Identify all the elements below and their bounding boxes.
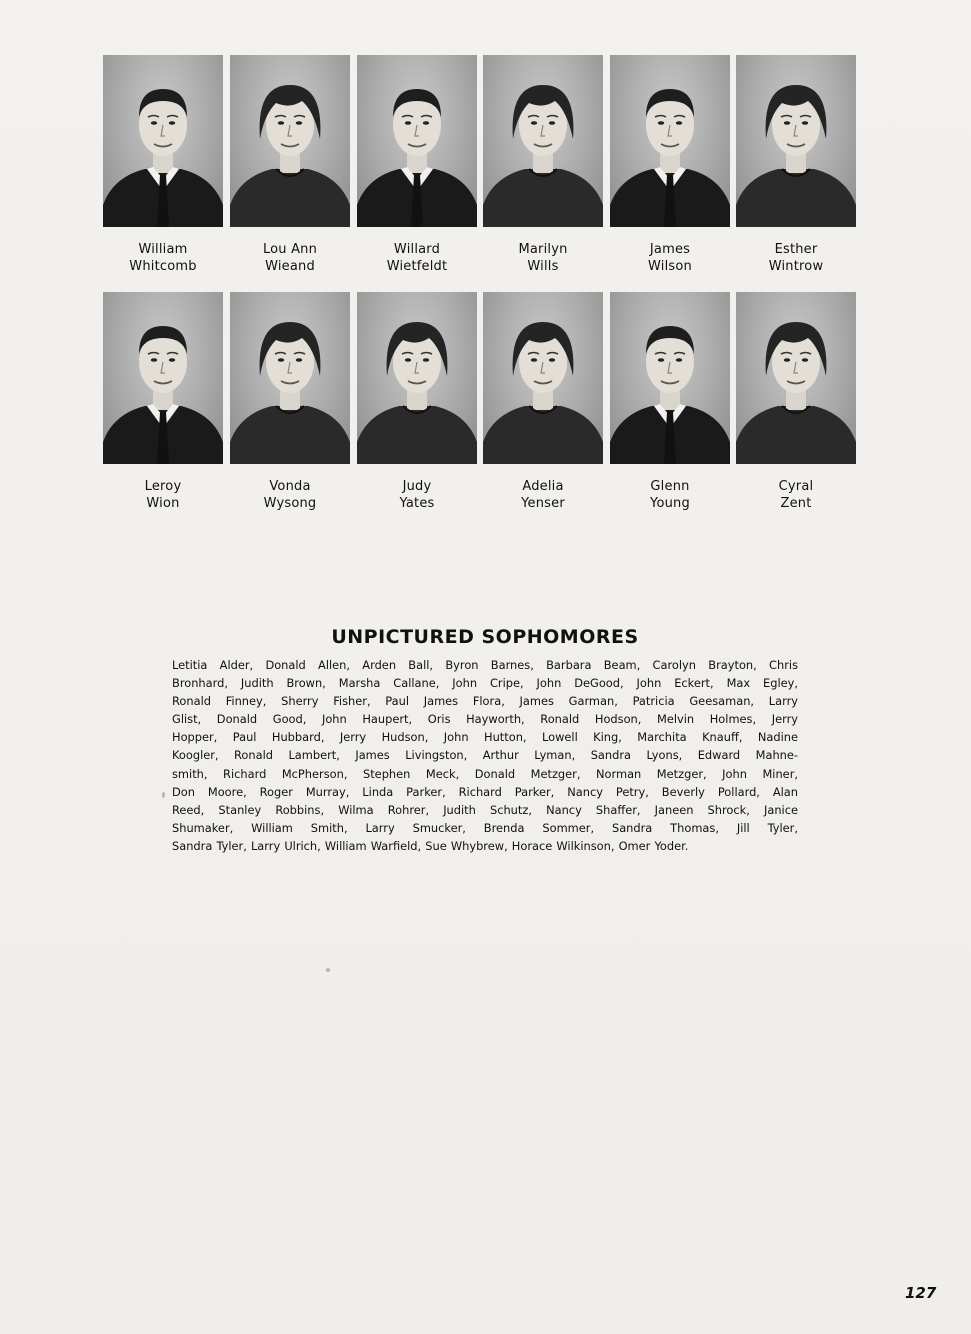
names-line: Letitia Alder, Donald Allen, Arden Ball, Byron Barnes, Barbara Beam, Carolyn Brayton, Chris [172, 658, 798, 672]
portrait-name [103, 478, 223, 512]
portrait-photo [230, 55, 350, 227]
last-name: Wilson [648, 259, 692, 274]
portrait-card [230, 55, 350, 275]
portrait-card [103, 55, 223, 275]
paper-speck [162, 792, 165, 798]
names-line: Glist, Donald Good, John Haupert, Oris Hayworth, Ronald Hodson, Melvin Holmes, Jerry [172, 712, 798, 727]
portrait-card [357, 292, 477, 512]
portrait-name [357, 241, 477, 275]
portrait-card [103, 292, 223, 512]
portrait-name [103, 241, 223, 275]
names-line: Sandra Tyler, Larry Ulrich, William Warfield, Sue Whybrew, Horace Wilkinson, Omer Yoder. [172, 838, 689, 853]
names-line: Don Moore, Roger Murray, Linda Parker, Richard Parker, Nancy Petry, Beverly Pollard, Alan [172, 784, 798, 799]
names-line: Ronald Finney, Sherry Fisher, Paul James Flora, James Garman, Patricia Geesaman, Larry [172, 694, 798, 709]
portrait-photo [610, 55, 730, 227]
first-name: Lou Ann [262, 242, 318, 257]
portrait-card [230, 292, 350, 512]
portrait-card [610, 55, 730, 275]
last-name: Wysong [263, 496, 317, 511]
portrait-card [357, 55, 477, 275]
names-line: Bronhard, Judith Brown, Marsha Callane, John Cripe, John DeGood, John Eckert, Max Egley, [172, 676, 798, 691]
portrait-name [736, 241, 856, 275]
portrait-photo [736, 292, 856, 464]
portrait-name [230, 478, 350, 512]
last-name: Yates [399, 496, 435, 511]
portrait-name [736, 478, 856, 512]
portrait-row-1 [103, 55, 857, 292]
first-name: William [138, 242, 188, 257]
first-name: Cyral [778, 479, 814, 494]
unpictured-sophomores-section [172, 626, 798, 855]
portrait-card [483, 55, 603, 275]
first-name: Adelia [522, 479, 564, 494]
section-title: UNPICTURED SOPHOMORES [331, 626, 639, 648]
names-line: Koogler, Ronald Lambert, James Livingston, Arthur Lyman, Sandra Lyons, Edward Mahne- [172, 748, 798, 763]
portrait-row-2 [103, 292, 857, 529]
last-name: Whitcomb [129, 259, 197, 274]
portrait-photo [103, 292, 223, 464]
paper-speck [326, 968, 330, 972]
portrait-photo [103, 55, 223, 227]
portrait-photo [483, 55, 603, 227]
portrait-photo [483, 292, 603, 464]
first-name: Marilyn [518, 242, 568, 257]
last-name: Young [650, 496, 690, 511]
last-name: Wills [527, 259, 559, 274]
last-name: Zent [780, 496, 812, 511]
names-line: smith, Richard McPherson, Stephen Meck, Donald Metzger, Norman Metzger, John Miner, [172, 766, 798, 781]
portrait-photo [610, 292, 730, 464]
first-name: Judy [402, 479, 432, 494]
portrait-photo [357, 292, 477, 464]
portrait-card [610, 292, 730, 512]
portrait-name [610, 241, 730, 275]
first-name: Esther [774, 242, 818, 257]
portrait-grid [103, 55, 857, 529]
portrait-name [483, 478, 603, 512]
first-name: Leroy [144, 479, 182, 494]
last-name: Yenser [521, 496, 565, 511]
portrait-photo [736, 55, 856, 227]
portrait-photo [357, 55, 477, 227]
first-name: Glenn [650, 479, 690, 494]
unpictured-names-list [172, 656, 798, 855]
first-name: James [649, 242, 691, 257]
portrait-card [736, 55, 856, 275]
page-number: 127 [905, 1284, 937, 1302]
first-name: Willard [393, 242, 441, 257]
first-name: Vonda [269, 479, 311, 494]
portrait-card [736, 292, 856, 512]
portrait-name [483, 241, 603, 275]
portrait-name [357, 478, 477, 512]
portrait-card [483, 292, 603, 512]
portrait-photo [230, 292, 350, 464]
last-name: Wieand [265, 259, 315, 274]
last-name: Wion [146, 496, 180, 511]
portrait-name [230, 241, 350, 275]
names-line: Hopper, Paul Hubbard, Jerry Hudson, John Hutton, Lowell King, Marchita Knauff, Nadine [172, 730, 798, 745]
last-name: Wintrow [768, 259, 824, 274]
last-name: Wietfeldt [386, 259, 448, 274]
portrait-name [610, 478, 730, 512]
names-line: Reed, Stanley Robbins, Wilma Rohrer, Judith Schutz, Nancy Shaffer, Janeen Shrock, Janice [172, 802, 798, 817]
names-line: Shumaker, William Smith, Larry Smucker, Brenda Sommer, Sandra Thomas, Jill Tyler, [172, 820, 798, 835]
